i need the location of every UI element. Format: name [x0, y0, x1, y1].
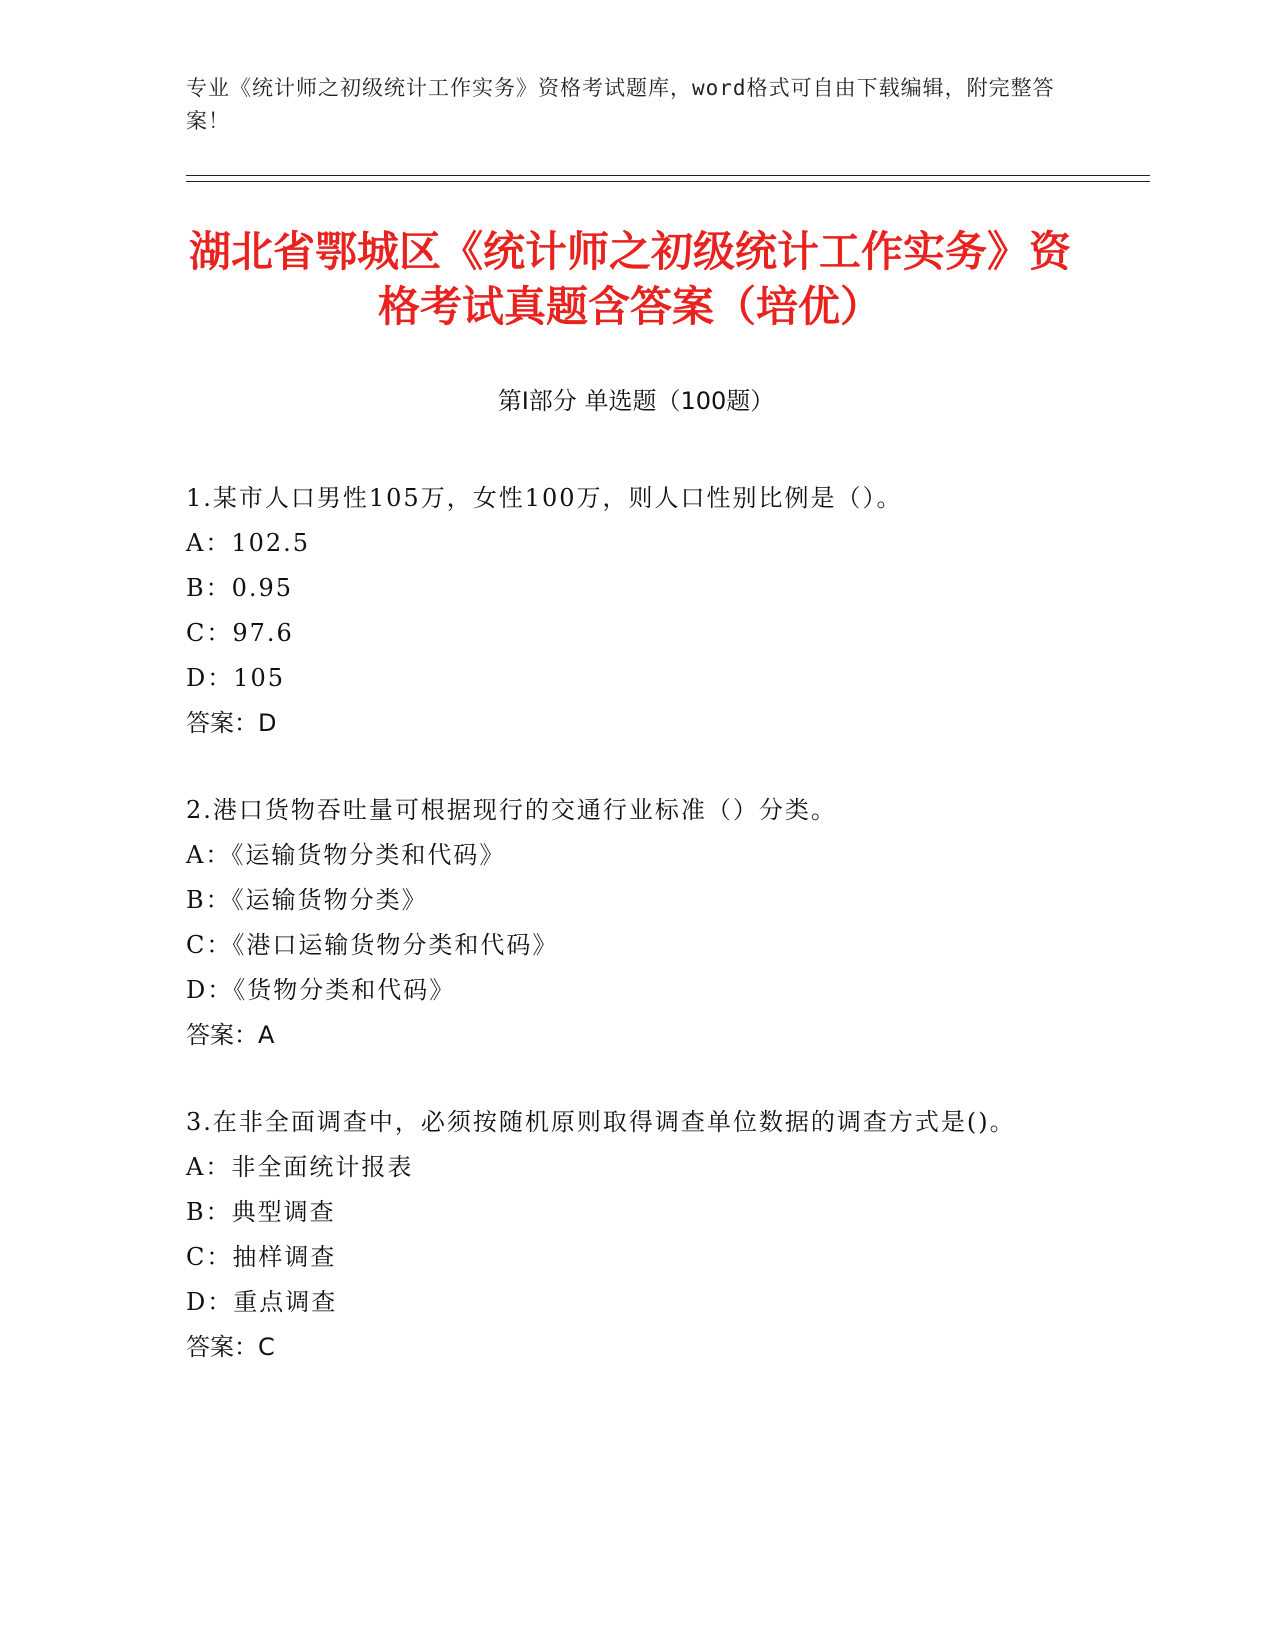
option-d: D：重点调查: [186, 1288, 338, 1316]
option-c: C：97.6: [186, 619, 294, 647]
option-c: C：《港口运输货物分类和代码》: [186, 931, 559, 959]
option-a: A：非全面统计报表: [186, 1153, 414, 1181]
answer: 答案：C: [186, 1333, 275, 1361]
option-c: C：抽样调查: [186, 1243, 337, 1271]
option-a: A：102.5: [186, 529, 311, 557]
header-rule-bottom: [186, 181, 1150, 182]
question-3: [186, 1100, 1066, 1370]
question-stem: 1.某市人口男性105万，女性100万，则人口性别比例是（）。: [186, 484, 903, 512]
option-d: D：《货物分类和代码》: [186, 976, 456, 1004]
question-2: [186, 788, 1066, 1058]
option-b: B：0.95: [186, 574, 294, 602]
question-list: [186, 476, 1066, 1412]
question-stem: 2.港口货物吞吐量可根据现行的交通行业标准（）分类。: [186, 796, 837, 824]
option-a: A：《运输货物分类和代码》: [186, 841, 506, 869]
header-rule-top: [186, 175, 1150, 176]
header-note: 专业《统计师之初级统计工作实务》资格考试题库，word格式可自由下载编辑，附完整答案！: [186, 76, 1055, 133]
option-b: B：《运输货物分类》: [186, 886, 428, 914]
section-heading: 第I部分 单选题（100题）: [497, 387, 775, 415]
answer: 答案：A: [186, 1021, 275, 1049]
question-1: [186, 476, 1066, 746]
option-b: B：典型调查: [186, 1198, 336, 1226]
answer: 答案：D: [186, 709, 277, 737]
document-title: 湖北省鄂城区《统计师之初级统计工作实务》资格考试真题含答案（培优）: [188, 227, 1071, 331]
option-d: D：105: [186, 664, 286, 692]
question-stem: 3.在非全面调查中，必须按随机原则取得调查单位数据的调查方式是()。: [186, 1108, 1016, 1136]
